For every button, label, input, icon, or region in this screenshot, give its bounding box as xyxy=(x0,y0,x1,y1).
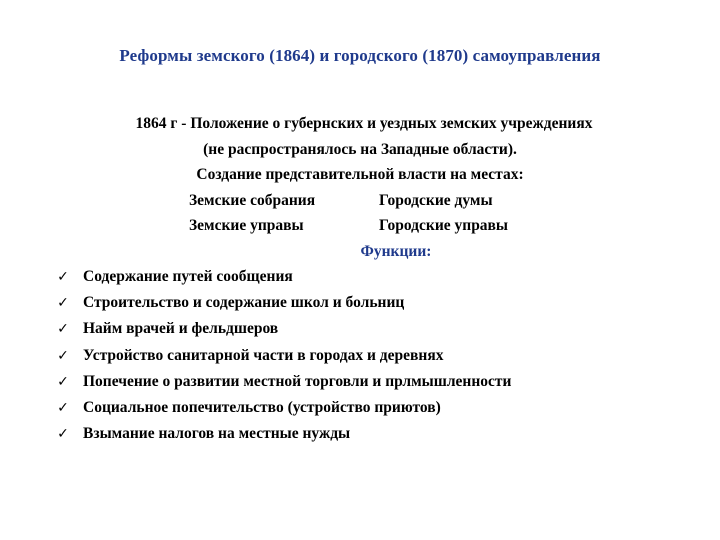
functions-list xyxy=(0,264,720,447)
checkmark-icon: ✓ xyxy=(57,373,69,390)
zemstvo-assemblies: Земские собрания xyxy=(189,191,316,209)
checkmark-icon: ✓ xyxy=(57,321,69,338)
scope-note-line: (не распространялось на Западные области). xyxy=(203,140,517,158)
functions-heading: Функции: xyxy=(360,242,432,260)
slide-title: Реформы земского (1864) и городского (1870) самоуправления xyxy=(119,46,601,65)
content-block xyxy=(0,111,720,447)
list-item xyxy=(0,395,720,421)
function-text: Социальное попечительство (устройство приютов) xyxy=(83,398,441,416)
representation-heading: Создание представительной власти на местах: xyxy=(196,166,524,183)
city-boards: Городские управы xyxy=(379,217,509,234)
list-item xyxy=(0,369,720,395)
checkmark-icon: ✓ xyxy=(57,269,69,285)
function-text: Найм врачей и фельдшеров xyxy=(83,320,279,338)
regulation-line: 1864 г - Положение о губернских и уездных земских учреждениях xyxy=(135,115,593,132)
checkmark-icon: ✓ xyxy=(57,347,69,364)
list-item xyxy=(0,421,720,447)
bodies-row-boards xyxy=(0,213,720,239)
function-text: Устройство санитарной части в городах и деревнях xyxy=(83,346,444,364)
checkmark-icon: ✓ xyxy=(57,426,69,443)
list-item xyxy=(0,316,720,342)
function-text: Строительство и содержание школ и больниц xyxy=(83,294,405,312)
function-text: Попечение о развитии местной торговли и прлмышленности xyxy=(83,372,512,390)
list-item xyxy=(0,343,720,369)
city-dumas: Городские думы xyxy=(379,191,493,209)
function-text: Взымание налогов на местные нужды xyxy=(83,425,351,443)
checkmark-icon: ✓ xyxy=(57,399,69,416)
function-text: Содержание путей сообщения xyxy=(83,268,293,285)
checkmark-icon: ✓ xyxy=(57,295,69,312)
list-item xyxy=(0,290,720,316)
list-item xyxy=(0,264,720,290)
bodies-row-assemblies xyxy=(0,188,720,214)
zemstvo-boards: Земские управы xyxy=(189,217,304,234)
